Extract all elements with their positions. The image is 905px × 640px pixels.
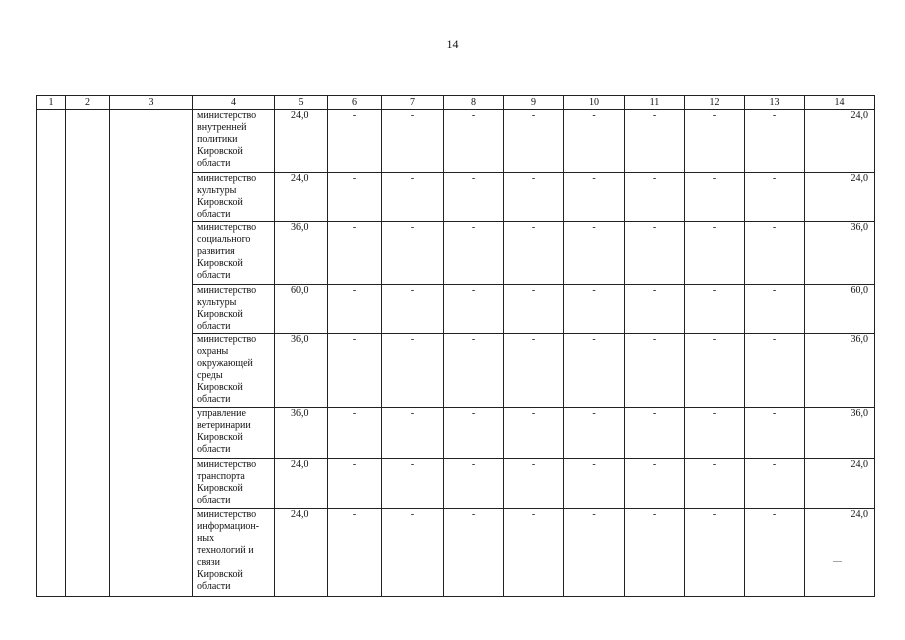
dash-cell: - (504, 459, 564, 509)
empty-cell (110, 222, 193, 285)
amount-cell: 60,0 (275, 285, 328, 334)
total-value: 24,0 (850, 110, 868, 121)
dash-cell: - (625, 509, 685, 597)
amount-cell: 24,0 (275, 509, 328, 597)
total-cell (805, 285, 875, 334)
empty-cell (110, 110, 193, 173)
empty-cell (37, 222, 66, 285)
dash-cell: - (444, 285, 504, 334)
amount-cell: 24,0 (275, 173, 328, 222)
total-cell (805, 459, 875, 509)
dash-cell: - (625, 173, 685, 222)
dash-cell: - (745, 408, 805, 459)
organization-cell: министерство транспорта Кировской области (193, 459, 275, 509)
dash-cell: - (685, 408, 745, 459)
dash-cell: - (625, 334, 685, 408)
dash-cell: - (685, 509, 745, 597)
dash-cell: - (625, 110, 685, 173)
table-row (37, 334, 875, 408)
organization-cell: министерство социального развития Кировской области (193, 222, 275, 285)
table-row (37, 509, 875, 597)
column-header-6: 6 (328, 96, 382, 110)
dash-cell: - (564, 222, 625, 285)
organization-cell: министерство культуры Кировской области (193, 285, 275, 334)
dash-cell: - (685, 173, 745, 222)
dash-cell: - (564, 334, 625, 408)
dash-cell: - (382, 408, 444, 459)
dash-cell: - (328, 110, 382, 173)
empty-cell (110, 173, 193, 222)
total-value: 24,0 (850, 173, 868, 184)
dash-cell: - (382, 509, 444, 597)
dash-cell: - (685, 285, 745, 334)
organization-cell: управление ветеринарии Кировской области (193, 408, 275, 459)
page-number: 14 (446, 37, 459, 51)
empty-cell (110, 459, 193, 509)
dash-cell: - (444, 459, 504, 509)
empty-cell (66, 285, 110, 334)
dash-cell: - (328, 285, 382, 334)
total-cell (805, 110, 875, 173)
empty-cell (37, 173, 66, 222)
amount-cell: 24,0 (275, 459, 328, 509)
organization-cell: министерство информацион- ных технологий и связи Кировской области (193, 509, 275, 597)
empty-cell (110, 509, 193, 597)
total-value: 36,0 (850, 334, 868, 345)
total-cell (805, 334, 875, 408)
table-body (37, 110, 875, 597)
total-cell (805, 509, 875, 597)
total-value: 36,0 (850, 222, 868, 233)
dash-cell: - (745, 334, 805, 408)
dash-cell: - (444, 110, 504, 173)
empty-cell (66, 110, 110, 173)
empty-cell (110, 408, 193, 459)
dash-cell: - (564, 408, 625, 459)
empty-cell (66, 222, 110, 285)
dash-cell: - (382, 173, 444, 222)
amount-cell: 36,0 (275, 408, 328, 459)
column-header-14: 14 (805, 96, 875, 110)
dash-cell: - (444, 173, 504, 222)
column-header-11: 11 (625, 96, 685, 110)
total-value: 36,0 (850, 408, 868, 419)
dash-cell: - (328, 173, 382, 222)
empty-cell (66, 334, 110, 408)
dash-cell: - (444, 509, 504, 597)
dash-cell: - (504, 509, 564, 597)
dash-cell: - (328, 408, 382, 459)
organization-cell: министерство охраны окружающей среды Кировской области (193, 334, 275, 408)
dash-cell: - (685, 334, 745, 408)
dash-cell: - (382, 110, 444, 173)
dash-cell: - (685, 459, 745, 509)
dash-cell: - (564, 110, 625, 173)
empty-cell (37, 509, 66, 597)
dash-cell: - (625, 285, 685, 334)
dash-cell: - (444, 408, 504, 459)
empty-cell (66, 408, 110, 459)
dash-cell: - (328, 222, 382, 285)
empty-cell (66, 509, 110, 597)
dash-cell: - (564, 173, 625, 222)
dash-cell: - (685, 222, 745, 285)
column-header-3: 3 (110, 96, 193, 110)
dash-cell: - (564, 459, 625, 509)
column-header-1: 1 (37, 96, 66, 110)
total-value: 24,0 (850, 509, 868, 520)
column-header-13: 13 (745, 96, 805, 110)
total-cell (805, 408, 875, 459)
table-row (37, 173, 875, 222)
organization-cell: министерство культуры Кировской области (193, 173, 275, 222)
dash-cell: - (382, 459, 444, 509)
table-row (37, 285, 875, 334)
dash-cell: - (382, 285, 444, 334)
dash-cell: - (504, 222, 564, 285)
dash-cell: - (504, 110, 564, 173)
column-header-10: 10 (564, 96, 625, 110)
table-row (37, 408, 875, 459)
empty-cell (110, 285, 193, 334)
dash-cell: - (745, 110, 805, 173)
header-row (37, 96, 875, 110)
dash-cell: - (745, 173, 805, 222)
total-value: 60,0 (850, 285, 868, 296)
column-header-4: 4 (193, 96, 275, 110)
dash-cell: - (444, 334, 504, 408)
dash-cell: - (745, 459, 805, 509)
amount-cell: 36,0 (275, 222, 328, 285)
dash-cell: - (328, 509, 382, 597)
dash-cell: - (444, 222, 504, 285)
empty-cell (37, 408, 66, 459)
empty-cell (37, 334, 66, 408)
column-header-7: 7 (382, 96, 444, 110)
empty-cell (37, 459, 66, 509)
empty-cell (37, 285, 66, 334)
column-header-5: 5 (275, 96, 328, 110)
dash-cell: - (745, 509, 805, 597)
empty-cell (37, 110, 66, 173)
table-row (37, 110, 875, 173)
dash-cell: - (504, 334, 564, 408)
amount-cell: 36,0 (275, 334, 328, 408)
amount-cell: 24,0 (275, 110, 328, 173)
dash-cell: - (564, 285, 625, 334)
total-cell (805, 222, 875, 285)
budget-table (36, 95, 875, 597)
dash-cell: - (382, 222, 444, 285)
dash-cell: - (564, 509, 625, 597)
empty-cell (110, 334, 193, 408)
column-header-2: 2 (66, 96, 110, 110)
table-row (37, 222, 875, 285)
dash-cell: - (745, 222, 805, 285)
empty-cell (66, 459, 110, 509)
dash-cell: - (625, 459, 685, 509)
dash-cell: - (382, 334, 444, 408)
tail-mark: — (833, 556, 842, 566)
dash-cell: - (504, 173, 564, 222)
dash-cell: - (625, 222, 685, 285)
column-header-9: 9 (504, 96, 564, 110)
organization-cell: министерство внутренней политики Кировской области (193, 110, 275, 173)
dash-cell: - (625, 408, 685, 459)
empty-cell (66, 173, 110, 222)
table-row (37, 459, 875, 509)
dash-cell: - (504, 285, 564, 334)
column-header-12: 12 (685, 96, 745, 110)
dash-cell: - (504, 408, 564, 459)
total-value: 24,0 (850, 459, 868, 470)
dash-cell: - (328, 334, 382, 408)
dash-cell: - (745, 285, 805, 334)
total-cell (805, 173, 875, 222)
dash-cell: - (685, 110, 745, 173)
dash-cell: - (328, 459, 382, 509)
column-header-8: 8 (444, 96, 504, 110)
